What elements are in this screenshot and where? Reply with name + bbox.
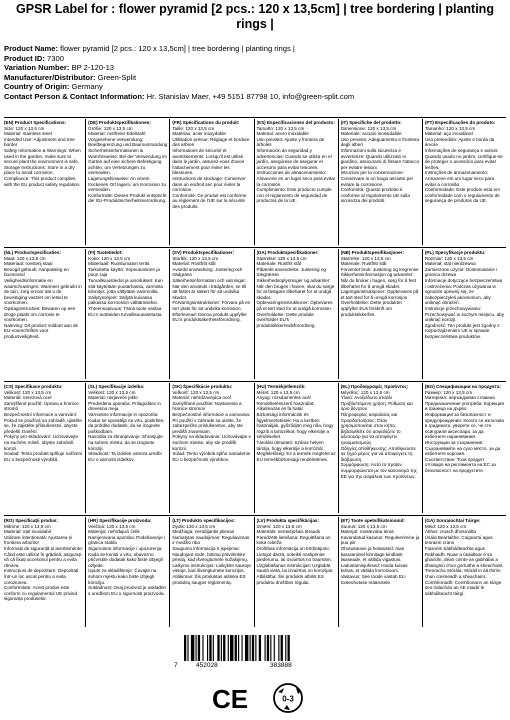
barcode-digits-3: 383888 bbox=[270, 662, 292, 669]
info-row: Variation Number: BP 2-120-13 bbox=[4, 63, 115, 73]
spec-bg: (BG) Спецификации на продукта: Размер: 120 x 13,5 cm Материал: неръждаема стомана Предназначение употреба: Корекция и граница на дърво Информация за безопасност и предупреждения: Когато се използва в градината, уверете се, че сте осигурили аксесоара, за да избегнете наранявания. Инструкции за съхранение: Съхранявайте на сухо място, за да избегнете корозия. Съответствие: Този продукт отговаря на регламента на ЕС за безопасност на продуктите. bbox=[422, 383, 506, 513]
spec-ga: (GA) Sonraíochtaí Táirge: Méid: 120 x 13,5 cm Ábhar: cruach dhosmálta Úsáid Beartaithe: Coigeartú agus teorainn crann Faisnéis Sábháilteachta agus Rabhaidh: Nuair a úsáidtear é sa ghairdín, déan cinnte an gabhálas a dhaingniú chun gortuithe a sheachaint. Treoracha Stórála: Stóráil in áit thirim chun creimeadh a sheachaint. Comhlíonadh: Comhlíonann an táirge seo rialachán an AE maidir le sábháilteacht táirgí. bbox=[422, 517, 506, 627]
spec-el: (EL) Προδιαγραφές προϊόντος: Μέγεθος: 120 x 13,5 cm Υλικό: Ανοξείδωτο ατσάλι Προβλεπόμενη χρήση: Ρύθμιση και όριο δέντρου Πληροφορίες ασφαλείας και προειδοποιήσεις: Όταν χρησιμοποιείται στον κήπο, βεβαιωθείτε ότι ασφαλίζετε το αξεσουάρ για να αποφύγετε τραυματισμούς. Οδηγίες αποθήκευσης: Αποθηκεύστε σε ξηρό μέρος για να αποφύγετε τη διάβρωση. Συμμόρφωση: Αυτό το προϊόν συμμορφώνεται με τον κανονισμό της ΕΕ για την ασφάλεια των προϊόντων. bbox=[338, 383, 422, 513]
info-row: Product Name: flower pyramid [2 pcs.: 120 x 13,5cm] | tree bordering | planting rings | bbox=[4, 44, 295, 53]
spec-es: (ES) Especificaciones del producto: Tamaño: 120 x 13,5 cm Material: acero inoxidable Uso previsto: Ajuste y frontera de árboles Información de seguridad y advertencias: Cuando se utiliza en el jardín, asegúrese de asegurar el accesorio para evitar lesiones. Instrucciones de almacenamiento: Almacene en un lugar seco para evitar la corrosión. Cumplimiento: Este producto cumple con el reglamento de seguridad de productos de la UE. bbox=[254, 119, 338, 245]
spec-sk: (SK) Špecifikácie produktu: Veľkosť: 120 x 13,5 cm Materiál: nehrdzavejúca oceľ Zamýšľané použitie: Nastavenie a hranice stromov Bezpečnostné informácie a varovania: Pri použití v záhrade sa uistite, že zabezpečíte príslušenstvo, aby ste predišli zraneniam. Pokyny na skladovanie: Uchovávajte v suchom mieste, aby ste predišli korózii. Súlad: Tento výrobok spĺňa nariadenie EÚ o bezpečnosti výrobkov. bbox=[169, 383, 253, 513]
svg-text:CE: CE bbox=[212, 684, 249, 714]
spec-pt: (PT) Especificações do produto: Tamanho: 120 x 13,5 cm Material: aço inoxidável Uso pretendido: Ajuste e borda da árvore Informações de segurança e avisos: Quando usado no jardim, certifique-se de proteger o acessório para evitar lesões. Instruções de armazenamento: Armazene em um lugar seco para evitar a corrosão. Conformidade: Este produto está em conformidade com o regulamento de segurança de produtos da UE. bbox=[422, 119, 506, 245]
compliance-marks bbox=[210, 682, 310, 714]
spec-sv: (SV) Produktspecifikationer: Storlek: 120 x 13,5 cm Material: Rostfritt stål Avsedd användning: Justering och trädgräns Säkerhetsinformation och varningar: När den används i trädgården, se till att fästet är säkert för att undvika skador. Förvaringsinstruktioner: Förvara på en torr plats för att undvika korrosion. Efterlevnad: Denna produkt uppfyller EU:s produktsäkerhetsförordning. bbox=[169, 249, 253, 379]
spec-band-2 bbox=[4, 249, 506, 379]
recycle-icon bbox=[274, 684, 302, 712]
info-row: Product ID: 7300 bbox=[4, 53, 64, 63]
divider bbox=[4, 381, 506, 382]
spec-da: (DA) Produktspecifikationer: Størrelse: 120 x 13,5 cm Materiale: Rustfrit stål Påtænkt anvendelse: Justering og trægrænse Sikkerhedsoplysninger og advarsler: Når den bruges i haven, skal du sørge for at fastgøre tilbehøret for at undgå skader. Opbevaringsinstruktioner: Opbevares på et tørt sted for at undgå korrosion. Overholdelse: Dette produkt overholder EU's produktsikkerhedsforordning. bbox=[254, 249, 338, 379]
spec-band-4 bbox=[4, 517, 506, 627]
spec-en: (EN) Product Specifications: Size: 120 x 13.5 cm Material: stainless steel Intended Use: Adjustment and tree border Safety Information & Warnings: When used in the garden, make sure to secure plant the environment is safe. Storage Instructions: Store in a dry place to avoid corrosion. Compliance: This product complies with the EU product safety regulation. bbox=[4, 120, 81, 187]
spec-cs: (CS) Specifikace produktu: Velikost: 120 x 13,5 cm Materiál: nerezová ocel Zamýšlené použití: Úprava a hranice stromů Bezpečnostní informace a varování: Pokud se používá na zahradě, ujistěte se, že zajistěte příslušenství, abyste předešli zranění. Pokyny pro skladování: Uchovávejte na suchém místě, abyste zabránili korozi. Soulad: Tento produkt splňuje nařízení EU o bezpečnosti výrobků. bbox=[4, 384, 83, 462]
barcode-digits-2: 452028 bbox=[196, 662, 218, 669]
spec-lt: (LT) Produkto specifikacijos: Dydis: 120 x 13,5 cm Medžiaga: nerūdijantis plienas Numatytas naudojimas: Reguliavimas ir medžio riba Saugumo informacija ir įspėjimai: Naudojant sode, būtinai pritvirtinkite priedą, kad išvengtumėte sužalojimų. Laikymo instrukcijos: Laikykite sausoje vietoje, kad išvengtumėte korozijos. Atitikimas: Šis produktas atitinka ES produktų saugos reglamentą. bbox=[169, 517, 253, 627]
spec-it: (IT) Specifiche del prodotto: Dimensione: 120 x 13,5 cm Materiale: acciaio inossidabile Uso previsto: Adeguamento e frontiera degli alberi Informazioni sulla sicurezza e avvertenze: Quando utilizzato in giardino, assicurarsi di fissare l'attacco per evitare lesioni. Istruzioni per la conservazione: Conservare in un luogo asciutto per evitare la corrosione. Conformità: Questo prodotto è conforme al regolamento UE sulla sicurezza dei prodotti. bbox=[338, 119, 422, 245]
spec-sl: (SL) Specifikacije izdelka: Velikost: 120 x 13,5 cm Material: nerjaveče jeklo Predvidena uporaba: Prilagoditev in drevesna meja Varnostne informacije in opozorila: Kadar se uporablja na vrtu, poskrbite, da pritrdite dodatek, da se izognete poškodbam. Navodila za shranjevanje: Shranjujte na suhem mestu, da se izognete koroziji. Skladnost: Ta izdelek ustreza uredbi EU o varnosti izdelkov. bbox=[85, 383, 169, 513]
spec-band-3 bbox=[4, 383, 506, 513]
spec-hr: (HR) Specifikacije proizvoda: Veličina: 120 x 13,5 cm Materijal: nehrđajući čelik Namjeravana uporaba: Podešavanje i granica stabla Sigurnosne informacije i upozorenja: Kada se koristi u vrtu, obavezno pričvrstite dodatak kako biste izbjegli ozljede. Upute za skladištenje: Čuvajte na suhom mjestu kako biste izbjegli koroziju. Sukladnost: Ovaj proizvod je usklađen s uredbom EU o sigurnosti proizvoda. bbox=[85, 517, 169, 627]
info-row: Manufacturer/Distributor: Green-Split bbox=[4, 72, 137, 82]
divider bbox=[4, 515, 506, 516]
spec-de: (DE) Produktspezifikationen: Größe: 120 x 13,5 cm Material: rostfreier Edelstahl Vorgesehene Verwendung: Beetbegrenzung und Baumumrandung Sicherheitsinformationen & Warnhinweise: Bei der Verwendung im Garten auf eine sichere Befestigung achten, um Verletzungen zu vermeiden. Lagerungshinweise: An einem trockenen Ort lagern, um Korrosion zu vermeiden. Konformität: Dieses Produkt entspricht der EU-Produktsicherheitsverordnung. bbox=[85, 119, 169, 245]
spec-fr: (FR) Spécifications du produit: Taille: 120 x 13,5 cm Matériau: acier inoxydable Utilisation prévue: Réglage et bordure des arbres Informations de sécurité et avertissements: Lorsqu'il est utilisé dans le jardin, assurez-vous d'avoir l'attachement pour éviter les blessures. Instructions de stockage: Conserver dans un endroit sec pour éviter la corrosion. Conformité: Ce produit est conforme au règlement de l'UE sur la sécurité des produits. bbox=[169, 119, 253, 245]
spec-pl: (PL) Specyfikacje produktu: Rozmiar: 120 x 13,5 cm Materiał: stal nierdzewna Zamierzone użycie: Dostosowanie i granica drzewa Informacje dotyczące bezpieczeństwa i ostrzeżenia: Podczas używania w ogrodzie upewnij się, że zabezpieczyłeś akcesorium, aby uniknąć obrażeń. Instrukcje przechowywania: Przechowywać w suchym miejscu, aby uniknąć korozji. Zgodność: Ten produkt jest zgodny z rozporządzeniem UE w sprawie bezpieczeństwa produktów. bbox=[422, 249, 506, 379]
barcode-digit-1: 7 bbox=[174, 662, 178, 669]
page-title: GPSR Label for : flower pyramid [2 pcs.: 120 x 13,5cm] | tree bordering | planting rings | bbox=[16, 2, 494, 31]
info-row: Contact Person & Contact Information: Hr. Stanislav Maer, +49 5151 87798 10, info@green-split.com bbox=[4, 91, 355, 101]
barcode bbox=[182, 635, 334, 661]
spec-fi: (FI) Tuotetiedot: Koko: 120 x 13,5 cm Materiaali: Ruostumaton teräs Tarkoitettu käyttö: Sopeutuminen ja puun raja Turvallisuustiedot ja varoitukset: Kun sitä käytetään puutarhassa, varmista kiinnitys, jotta vältytään vammoilta. Säilytysohjeet: Säilytä kuivassa paikassa korroosion välttämiseksi. Yhteensopivuus: Tämä tuote vastaa EU:n tuotteiden turvallisuusasetusta. bbox=[85, 249, 169, 379]
info-row: Country of Origin: Germany bbox=[4, 82, 103, 92]
divider bbox=[4, 117, 506, 118]
spec-hu: (HU) Termékjellemzők: Méret: 120 x 13,5 cm Anyag: rozsdamentes acél Rendeltetésszerű használat: Alkalmazás és fa határ Biztonsági információk és figyelmeztetések: Ha a kertben használják, győződjön meg róla, hogy rögzíti a tartozékot, hogy elkerülje a sérüléseket. Tárolási útmutató: Száraz helyen tárolja, hogy elkerülje a korróziót. Megfelelőség: Ez a termék megfelel az EU termékbiztonsági rendeletének. bbox=[254, 383, 338, 513]
ce-mark-icon bbox=[212, 684, 248, 714]
spec-band-1 bbox=[4, 119, 506, 245]
spec-et: (ET) Toote spetsifikatsioonid: Suurus: 120 x 13,5 cm Materjal: roostevaba teras Kavandatud kasutus: Reguleerimine ja puu piir Ohutusteave ja hoiatused: Aias kasutamisel kinnitage kindlasti lisaseade, et vältida vigastusi. Ladustamisjuhised: Hoida kuivas kohas, et vältida korrosiooni. Vastavus: See toode vastab ELi tooteohutuse määrusele. bbox=[338, 517, 422, 627]
svg-text:0-3: 0-3 bbox=[282, 694, 294, 704]
divider bbox=[4, 247, 506, 248]
product-info bbox=[4, 44, 506, 102]
spec-ro: (RO) Specificații produs: Mărime: 120 x 13,5 cm Material: oțel inoxidabil Utilizare intenționată: Ajustarea și frontiera arborilor Informații de siguranță și avertismente: Când este utilizat în grădină, asigurați-vă că fixați accesoriul pentru a evita rănirea. Instrucțiuni de depozitare: Depozitați într-un loc uscat pentru a evita coroziunea. Conformitate: Acest produs este conform cu regulamentul UE privind siguranța produselor. bbox=[4, 518, 83, 602]
spec-nl: (NL) Productspecificaties: Maat: 120 x 13,5 cm Materiaal: roestvrij staal Beoogd gebruik: Aanpassing en boomrand Veiligheidsinformatie en waarschuwingen: Wanneer gebruikt in de tuin, zorg ervoor dat u de bevestiging vastzet om letsel te voorkomen. Opslaginstructies: Bewaren op een droge plaats om corrosie te voorkomen. Naleving: Dit product voldoet aan de EU-voorschriften voor productveiligheid. bbox=[4, 250, 82, 339]
spec-lv: (LV) Produkta specifikācijas: Izmērs: 120 x 13,5 cm Materiāls: nerūsējošais tērauds Paredzētā lietošana: Regulēšana un koka robeža Drošības informācija un brīdinājumi: Lietojot dārzā, noteikti nostipriniet piederumu, lai izvairītos no traumām. Uzglabāšanas instrukcijas: Uzglabāt sausā vietā, lai izvairītos no korozijas. Atbilstība: Šis produkts atbilst ES produktu drošības regulai. bbox=[254, 517, 338, 627]
spec-nb: (NB) Produktspesifikasjoner: Størrelse: 120 x 13,5 cm Materiale: Rustfritt stål Forventet bruk: Justering og tregrense Sikkerhetsinformasjon og advarsler: Når du bruker i hagen, sørg for å fest tilbehøret for å unngå skader. Lagringsinstruksjoner: Oppbevares på et tørt sted for å unngå korrosjon. Overholdelse: Dette produktet oppfyller EUs forskrift om produktsikkerhet. bbox=[338, 249, 422, 379]
